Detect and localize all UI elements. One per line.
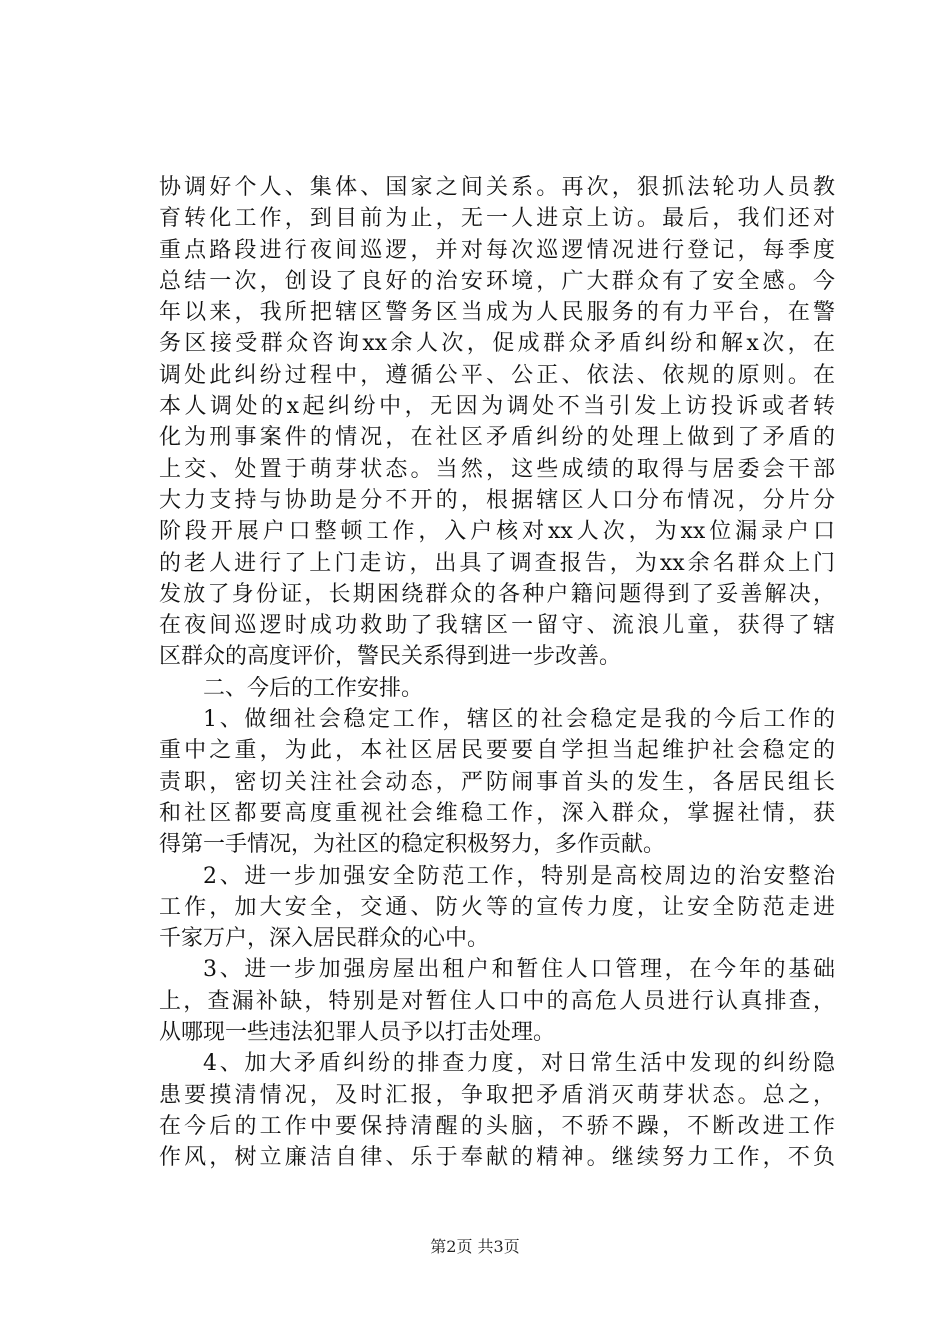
section-heading: 二、今后的工作安排。 [203, 675, 424, 701]
text-line: 发放了身份证，长期困绕群众的各种户籍问题得到了妥善解决， [159, 581, 835, 607]
text-line: 区群众的高度评价，警民关系得到进一步改善。 [159, 644, 622, 670]
text-line: 工作，加大安全，交通、防火等的宣传力度，让安全防范走进 [159, 894, 835, 920]
text-line: 大力支持与协助是分不开的，根据辖区人口分布情况，分片分 [159, 487, 835, 513]
text-line: 和社区都要高度重视社会维稳工作，深入群众，掌握社情，获 [159, 800, 835, 826]
text-line: 1、做细社会稳定工作，辖区的社会稳定是我的今后工作的 [203, 707, 835, 733]
text-line: 在夜间巡逻时成功救助了我辖区一留守、流浪儿童，获得了辖 [159, 613, 835, 639]
text-line: 责职，密切关注社会动态，严防闹事首头的发生，各居民组长 [159, 769, 835, 795]
text-line: 从哪现一些违法犯罪人员予以打击处理。 [159, 1020, 556, 1046]
text-line: 重点路段进行夜间巡逻，并对每次巡逻情况进行登记，每季度 [159, 237, 835, 263]
text-line: 得第一手情况，为社区的稳定积极努力，多作贡献。 [159, 832, 666, 858]
text-line: 务区接受群众咨询xx余人次，促成群众矛盾纠纷和解x次，在 [159, 331, 835, 357]
text-line: 年以来，我所把辖区警务区当成为人民服务的有力平台，在警 [159, 300, 835, 326]
text-line: 育转化工作，到目前为止，无一人进京上访。最后，我们还对 [159, 206, 835, 232]
text-line: 阶段开展户口整顿工作，入户核对xx人次，为xx位漏录户口 [159, 519, 835, 545]
text-line: 调处此纠纷过程中，遵循公平、公正、依法、依规的原则。在 [159, 362, 835, 388]
text-line: 本人调处的x起纠纷中，无因为调处不当引发上访投诉或者转 [159, 394, 835, 420]
text-line: 上，查漏补缺，特别是对暂住人口中的高危人员进行认真排查， [159, 988, 835, 1014]
text-line: 上交、处置于萌芽状态。当然，这些成绩的取得与居委会干部 [159, 456, 835, 482]
body-text [159, 172, 835, 1174]
text-line: 千家万户，深入居民群众的心中。 [159, 926, 490, 952]
text-line: 协调好个人、集体、国家之间关系。再次，狠抓法轮功人员教 [159, 175, 835, 200]
text-line: 2、进一步加强安全防范工作，特别是高校周边的治安整治 [203, 863, 835, 889]
text-line: 4、加大矛盾纠纷的排查力度，对日常生活中发现的纠纷隐 [203, 1051, 835, 1077]
text-line: 的老人进行了上门走访，出具了调查报告，为xx余名群众上门 [159, 550, 835, 576]
text-line: 化为刑事案件的情况，在社区矛盾纠纷的处理上做到了矛盾的 [159, 425, 835, 451]
text-line: 在今后的工作中要保持清醒的头脑，不骄不躁，不断改进工作 [159, 1113, 835, 1139]
page-footer [0, 1237, 950, 1257]
text-line: 总结一次，创设了良好的治安环境，广大群众有了安全感。今 [159, 268, 835, 294]
text-line: 3、进一步加强房屋出租户和暂住人口管理，在今年的基础 [203, 957, 835, 983]
text-line: 重中之重，为此，本社区居民要要自学担当起维护社会稳定的 [159, 738, 835, 764]
page-number-indicator: 第2页 共3页 [430, 1237, 520, 1256]
text-line: 作风，树立廉洁自律、乐于奉献的精神。继续努力工作，不负 [159, 1145, 835, 1171]
text-line: 患要摸清情况，及时汇报，争取把矛盾消灭萌芽状态。总之， [159, 1082, 835, 1108]
